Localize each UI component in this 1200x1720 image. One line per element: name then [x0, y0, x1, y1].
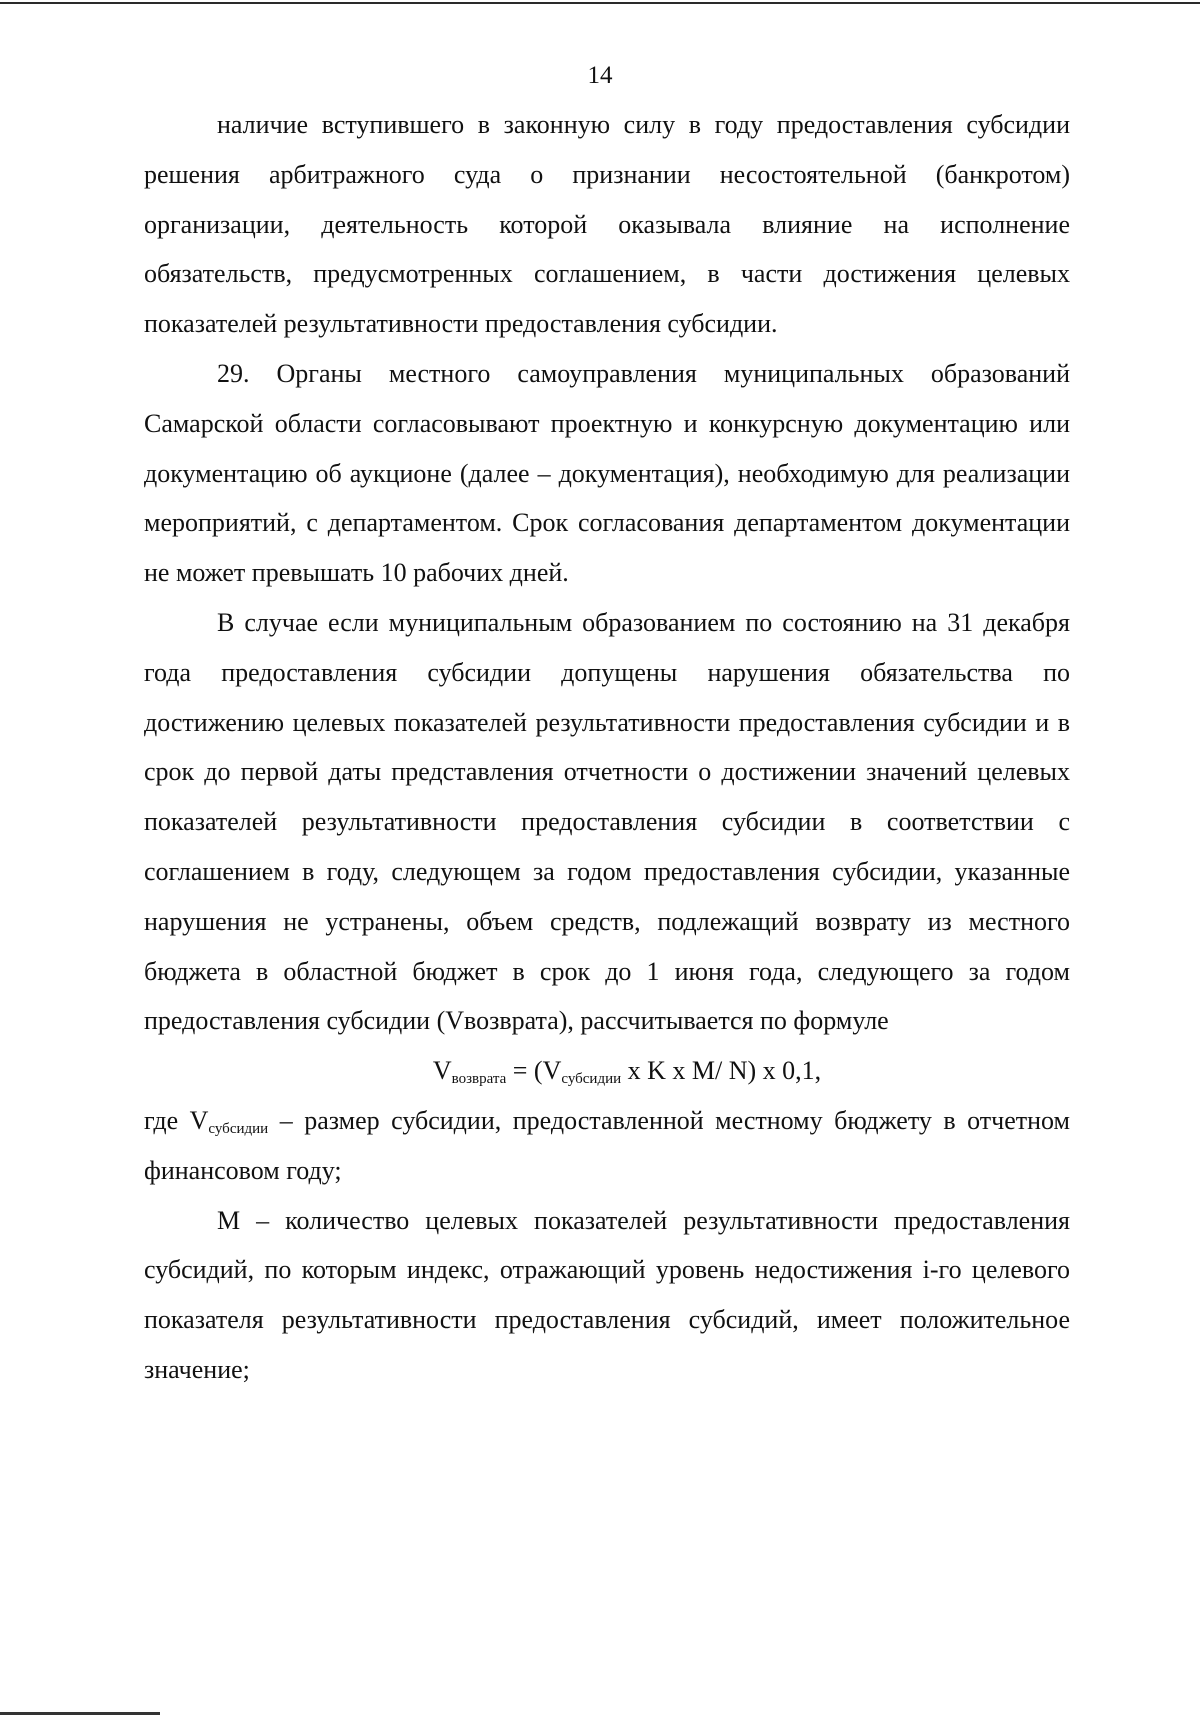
where-definition-text: – размер субсидии, предоставленной местному бюджету в отчетном финансовом году; [144, 1105, 1070, 1185]
formula-lhs-symbol: V [432, 1056, 452, 1086]
paragraph-29-documentation-approval: 29. Органы местного самоуправления муниципальных образований Самарской области согласовывают проектную и конкурсную документацию или документацию об аукционе (далее – документация), необходимую для реализации мероприятий, с департаментом. Срок согласования департаментом документации не может превышать 10 рабочих дней. [144, 358, 1070, 588]
paragraph-where-subsidy-definition [144, 1096, 1070, 1196]
formula-subsidy-subscript: субсидии [561, 1071, 622, 1088]
paragraph-refund-conditions: В случае если муниципальным образованием по состоянию на 31 декабря года предоставления субсидии допущены нарушения обязательства по достижению целевых показателей результативности предоставления субсидии и в срок до первой даты представления отчетности о достижении значений целевых показателей результативности предоставления субсидии в соответствии с соглашением в году, следующем за годом предоставления субсидии, указанные нарушения не устранены, объем средств, подлежащий возврату из местного бюджета в областной бюджет в срок до 1 июня года, следующего за годом предоставления субсидии (Vвозврата), рассчитывается по формуле [144, 607, 1070, 1036]
formula-rest: x K x M/ N) x 0,1, [621, 1056, 822, 1086]
paragraph-m-definition: M – количество целевых показателей результативности предоставления субсидий, по которым индекс, отражающий уровень недостижения i-го целевого показателя результативности предоставления субсидий, имеет положительное значение; [144, 1205, 1070, 1384]
top-scan-edge [0, 2, 1200, 4]
where-subscript: субсидии [208, 1120, 269, 1137]
paragraph-bankruptcy-condition: наличие вступившего в законную силу в году предоставления субсидии решения арбитражного суда о признании несостоятельной (банкротом) организации, деятельность которой оказывала влияние на исполнение обязательств, предусмотренных соглашением, в части достижения целевых показателей результативности предоставления субсидии. [144, 110, 1070, 339]
bottom-scan-edge [0, 1712, 160, 1715]
formula-equals-open: = (V [506, 1056, 562, 1086]
formula-lhs-subscript: возврата [451, 1071, 507, 1088]
page-number: 14 [587, 62, 613, 89]
document-body [144, 100, 1070, 1395]
where-prefix: где V [144, 1105, 209, 1135]
refund-formula [144, 1046, 1070, 1096]
